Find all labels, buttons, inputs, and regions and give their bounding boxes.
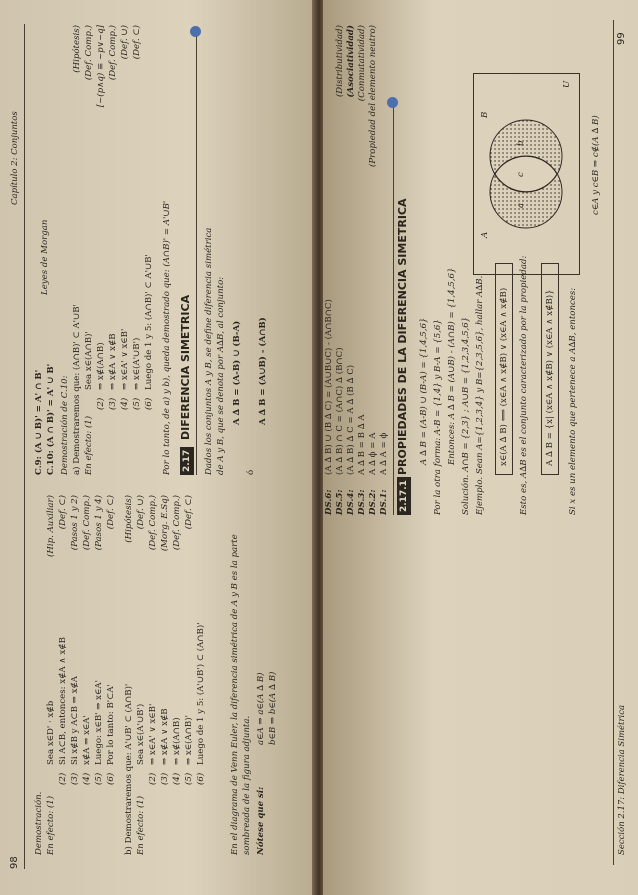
- proof-b-stmt: Sea x∈(A'∪B'): [136, 703, 146, 765]
- proof1-reason: (Hip. Auxiliar): [46, 495, 56, 557]
- part-a-hyp: (Hipótesis): [72, 25, 82, 73]
- venn-diagram: [473, 73, 580, 275]
- prop-expr: A ∆ B = B ∆ A: [357, 414, 367, 475]
- section-number-badge: 2.17: [180, 447, 194, 475]
- header-rule: [613, 20, 614, 865]
- proof1-stmt: Por lo tanto: B'⊂A': [106, 684, 116, 765]
- prop-id: DS.5:: [335, 489, 345, 515]
- element-line: Si x es un elemento que pertenece a A∆B, entonces:: [568, 287, 578, 515]
- proof1-stmt: Sea x∈D' · x∉b: [46, 700, 56, 765]
- prop-name: (Conmutatividad): [357, 25, 367, 102]
- property-box-text: x∈(A ∆ B) ⟺ (x∈A ∧ x∉B) ∨ (x∈A ∧ x∉B): [499, 287, 509, 466]
- venn-label-b: B: [480, 111, 490, 118]
- solution-line: Por la otra forma: A-B = {1,4} y B-A = {5,6}: [433, 319, 443, 515]
- prop-expr: (A ∆ B) ∪ (B ∆ C) = (A∪B∪C) - (A∩B∩C): [324, 299, 334, 475]
- props-rule: [393, 105, 394, 515]
- proof-b-stmt: ⇒ x∉(A∩B): [172, 717, 182, 765]
- props-marker-icon: [387, 97, 398, 108]
- example-line: Ejemplo. Sean A={1,2,3,4} y B={2,3,5,6}, hallar A∆B.: [475, 275, 485, 515]
- proof1-step: En efecto: (1): [46, 795, 56, 855]
- proof1-step: (5): [94, 772, 104, 785]
- proof-b-reason: (Def. Comp.): [172, 495, 182, 551]
- proof-a-step: En efecto: (1): [84, 415, 94, 475]
- proof-b-stmt: ⇒ x∈A' ∨ x∈B': [148, 703, 158, 765]
- page-number: 98: [9, 856, 20, 869]
- proof-a-reason: (Def. ∪): [120, 25, 130, 60]
- proof1-step: (3): [70, 772, 80, 785]
- solution-line: A ∆ B = (A-B) ∪ (B-A) = {1,4,5,6}: [419, 317, 429, 465]
- section-title: DIFERENCIA SIMETRICA: [179, 294, 192, 440]
- proof-a-step: (3): [108, 397, 118, 410]
- solution-line: Solución. A∩B = {2,3} ; A∪B = {1,2,3,4,5,6}: [461, 316, 471, 515]
- definition-box: [541, 263, 559, 475]
- left-page: [0, 0, 315, 895]
- proof-a-step: (6): [144, 397, 154, 410]
- property-line: Esto es, A∆B es el conjunto caracterizado por la propiedad:: [519, 255, 529, 515]
- proof-b-stmt: ⇒ x∉A ∨ x∉B: [160, 708, 170, 765]
- venn-label-b-elem: b: [516, 140, 526, 146]
- proof-a-stmt: ⇒ x∈A' ∨ x∈B': [120, 328, 130, 390]
- proof1-step: (2): [58, 772, 68, 785]
- c10-law: C.10: (A ∩ B)' = A' ∪ B': [46, 363, 56, 475]
- proof-a-stmt: Luego de 1 y 5: (A∩B)' ⊂ A'∪B': [144, 254, 154, 390]
- right-page-content: [323, 0, 638, 895]
- demo-c10: Demostración de C.10:: [60, 375, 70, 475]
- proof1-stmt: Si x∉B y A⊂B ⇒ x∉A: [70, 675, 80, 765]
- proof1-reason: (Def. Comp.): [82, 495, 92, 551]
- proof-a-step: (5): [132, 397, 142, 410]
- proof-b-step: (2): [148, 772, 158, 785]
- part-a-title: a) Demostraremos que: (A∩B)' ⊂ A'∪B': [72, 304, 82, 475]
- prop-expr: (A ∆ B) ∩ C = (A∩C) ∆ (B∩C): [335, 347, 345, 475]
- solution-line: Entonces: A ∆ B = (A∪B) - (A∩B) = {1,4,5,6}: [447, 267, 457, 465]
- venn-label-u: U: [562, 80, 572, 88]
- prop-expr: (A ∆ B) ∆ C = A ∆ (B ∆ C): [346, 364, 356, 475]
- proof-a-reason: (Def. ⊂): [132, 25, 142, 60]
- proof1-reason: (Pasos 1 y 4): [94, 495, 104, 551]
- running-header: Capítulo 2: Conjuntos: [10, 111, 20, 205]
- prop-name: (Distributividad): [335, 25, 345, 98]
- prop-name: (Propiedad del elemento neutro): [368, 25, 378, 167]
- proof-a-reason: (Def. Comp.): [84, 25, 94, 81]
- venn-label-a-elem: a: [516, 202, 526, 208]
- proof-a-reason: (Def. Comp.): [108, 25, 118, 81]
- prop-name: (Asociatividad): [346, 25, 356, 98]
- note-line: b∈B ⇒ b∈(A ∆ B): [268, 671, 278, 745]
- page-number: 99: [616, 32, 627, 45]
- proof-b-reason: (Def. ⊂): [184, 495, 194, 530]
- proof-b-step: (5): [184, 772, 194, 785]
- header-rule: [24, 24, 25, 869]
- proof1-stmt: Luego: x∈B' ⇒ x∈A': [94, 680, 104, 765]
- note-label: Nótese que si:: [256, 786, 266, 855]
- proof1-step: (6): [106, 772, 116, 785]
- right-page: [323, 0, 638, 895]
- prop-id: DS.1:: [379, 489, 389, 515]
- morgan-label: Leyes de Morgan: [40, 219, 50, 295]
- running-header: Sección 2.17: Diferencia Simétrica: [617, 704, 627, 855]
- proof-a-step: (4): [120, 397, 130, 410]
- proof1-step: (4): [82, 772, 92, 785]
- proof-a-stmt: ⇒ x∉A ∨ x∉B: [108, 333, 118, 390]
- left-page-content: [0, 0, 315, 895]
- venn-description: sombreada de la figura adjunta.: [242, 715, 252, 855]
- proof-a-step: (2): [96, 397, 106, 410]
- definition-line: Dados los conjuntos A y B, se define diferencia simétrica: [204, 227, 214, 475]
- proof-b-reason: (Morg. E.Sq): [160, 495, 170, 552]
- top-line: c∈A y c∈B ⇒ c∉(A ∆ B): [591, 115, 601, 215]
- note-line: a∈A ⇒ a∈(A ∆ B): [256, 672, 266, 745]
- part-b-title: b) Demostraremos que: A'∪B' ⊂ (A∩B)': [124, 683, 134, 855]
- venn-label-a: A: [480, 231, 490, 238]
- proof1-reason: (Def. ⊂): [106, 495, 116, 530]
- prop-id: DS.4:: [346, 489, 356, 515]
- proof-b-step: En efecto: (1): [136, 795, 146, 855]
- props-title: PROPIEDADES DE LA DIFERENCIA SIMETRICA: [396, 198, 409, 475]
- proof-a-stmt: ⇒ x∈(A'∪B'): [132, 337, 142, 390]
- proof-a-stmt: ⇒ x∉(A∩B): [96, 342, 106, 390]
- part-b-hyp: (Hipótesis): [124, 495, 134, 543]
- definition-box-text: A ∆ B = {x| (x∈A ∧ x∉B) ∨ (x∈A ∧ x∉B)}: [545, 289, 555, 466]
- prop-id: DS.2:: [368, 489, 378, 515]
- proof-a-stmt: Sea x∈(A∩B)': [84, 331, 94, 390]
- proof-b-stmt: ⇒ x∈(A∩B)': [184, 715, 194, 765]
- proof-b-step: (6): [196, 772, 206, 785]
- proof1-reason: (Pasos 1 y 2): [70, 495, 80, 551]
- demo-label: Demostración.: [34, 791, 44, 855]
- proof-b-step: (4): [172, 772, 182, 785]
- section-marker-icon: [190, 26, 201, 37]
- or-label: ó: [246, 469, 256, 475]
- proof-b-step: (3): [160, 772, 170, 785]
- proof1-reason: (Def. ⊂): [58, 495, 68, 530]
- proof-a-reason: [~(p∧q) ≡ ~p∨~q]: [96, 25, 106, 108]
- prop-expr: A ∆ ϕ = A: [368, 432, 378, 475]
- formula: A ∆ B = (A∪B) - (A∩B): [258, 317, 268, 425]
- prop-id: DS.6:: [324, 489, 334, 515]
- venn-svg: [474, 74, 579, 274]
- proof1-stmt: x∉A ⇒ x∈A': [82, 715, 92, 765]
- proof1-stmt: Si A⊂B, entonces: x∉A ∧ x∉B: [58, 637, 68, 765]
- props-number-badge: 2.17.1: [397, 477, 411, 515]
- proof-b-stmt: Luego de 1 y 5: (A'∪B') ⊂ (A∩B)': [196, 622, 206, 765]
- section-rule: [196, 35, 197, 475]
- proof-b-reason: (Def. Comp.): [148, 495, 158, 551]
- definition-line: de A y B, que se denota por A∆B, al conjunto:: [216, 276, 226, 475]
- venn-description: En el diagrama de Venn Euler, la diferencia simétrica de A y B es la parte: [230, 534, 240, 855]
- property-box: [495, 263, 513, 475]
- venn-label-c-elem: c: [516, 172, 526, 177]
- prop-id: DS.3:: [357, 489, 367, 515]
- proof-b-reason: (Def. ∪): [136, 495, 146, 530]
- prop-expr: A ∆ A = ϕ: [379, 432, 389, 475]
- formula: A ∆ B = (A-B) ∪ (B-A): [232, 320, 242, 425]
- c9-law: C.9: (A ∪ B)' = A' ∩ B': [34, 369, 44, 475]
- conclusion: Por lo tanto, de a) y b), queda demostrado que: (A∩B)' = A'∪B': [162, 200, 172, 475]
